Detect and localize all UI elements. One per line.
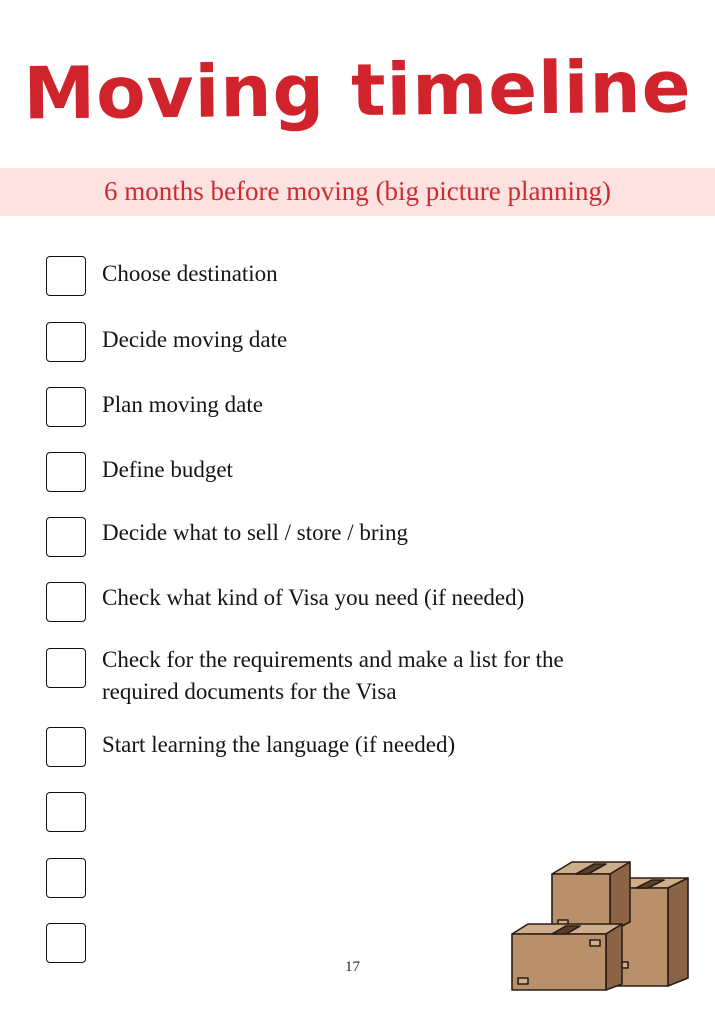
checkbox[interactable]: [46, 792, 86, 832]
checklist-item-label: Check for the requirements and make a list for the required documents for the Visa: [102, 647, 564, 704]
checkbox[interactable]: [46, 387, 86, 427]
section-title: 6 months before moving (big picture planning): [104, 176, 611, 206]
checkbox[interactable]: [46, 256, 86, 296]
checkbox[interactable]: [46, 582, 86, 622]
checklist-item-label: Choose destination: [102, 261, 278, 286]
checkbox[interactable]: [46, 648, 86, 688]
checkbox[interactable]: [46, 322, 86, 362]
checklist-item-label: Decide what to sell / store / bring: [102, 520, 408, 545]
checkbox[interactable]: [46, 452, 86, 492]
page-number: 17: [345, 959, 360, 975]
checkbox[interactable]: [46, 923, 86, 963]
checklist-item-label: Check what kind of Visa you need (if needed): [102, 585, 525, 610]
checklist-item-label: Define budget: [102, 457, 233, 482]
checkbox[interactable]: [46, 727, 86, 767]
cardboard-boxes-icon: [506, 856, 696, 996]
checklist-item-label: Decide moving date: [102, 327, 288, 352]
page-title: Moving timeline: [23, 44, 692, 136]
section-header: [0, 168, 715, 216]
checkbox[interactable]: [46, 517, 86, 557]
checklist-item-label: Plan moving date: [102, 392, 263, 417]
checkbox[interactable]: [46, 858, 86, 898]
checklist-item-label: Start learning the language (if needed): [102, 732, 456, 757]
